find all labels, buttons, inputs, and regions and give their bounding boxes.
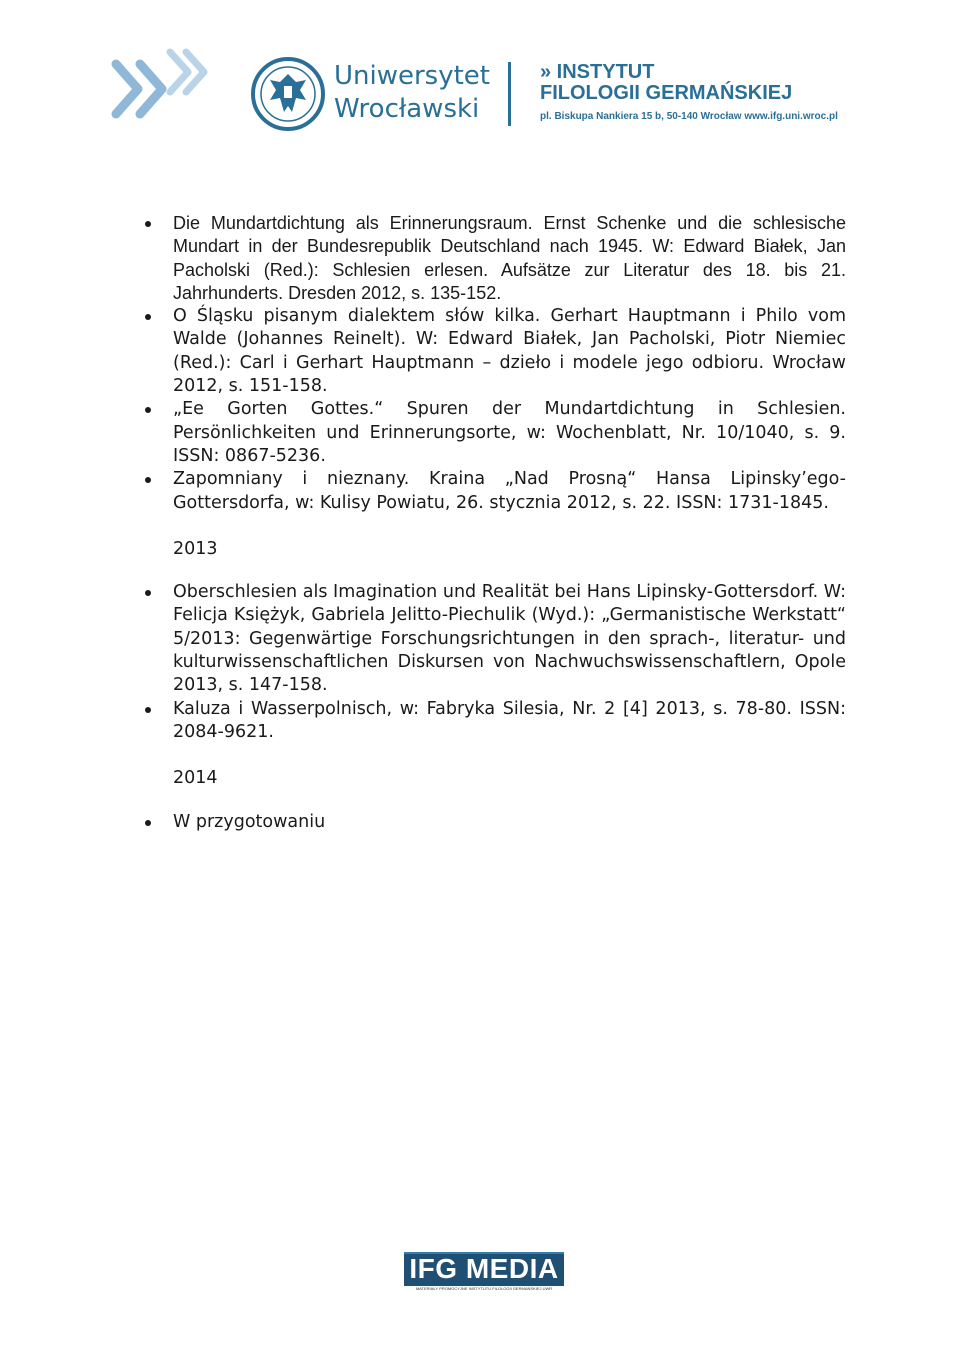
header-divider	[508, 62, 511, 126]
chevrons-logo-icon	[108, 44, 208, 134]
page-header	[0, 0, 960, 170]
university-name	[334, 60, 490, 126]
ifg-media-logo	[404, 1252, 564, 1292]
publication-list	[140, 212, 846, 834]
ifg-media-logo-subtext: MATERIAŁY PROMOCYJNE INSTYTUTU FILOLOGII GERMAŃSKIEJ UWR	[415, 1286, 553, 1291]
list-item: W przygotowaniu	[140, 811, 846, 834]
list-2013	[140, 581, 846, 744]
institute-name-line2: FILOLOGII GERMAŃSKIEJ	[540, 82, 793, 104]
list-2012	[140, 212, 846, 515]
institute-name-line1: » INSTYTUT	[540, 61, 655, 83]
university-name-line1: Uniwersytet	[334, 61, 490, 91]
list-item: Zapomniany i nieznany. Kraina „Nad Prosną“ Hansa Lipinsky’ego-Gottersdorfa, w: Kulisy Powiatu, 26. stycznia 2012, s. 22. ISSN: 1731-1845.	[140, 468, 846, 515]
list-2014	[140, 811, 846, 834]
year-heading-2014: 2014	[173, 768, 218, 789]
list-item: Kaluza i Wasserpolnisch, w: Fabryka Silesia, Nr. 2 [4] 2013, s. 78-80. ISSN: 2084-9621.	[140, 698, 846, 745]
list-item: Die Mundartdichtung als Erinnerungsraum. Ernst Schenke und die schlesische Mundart in der Bundesrepublik Deutschland nach 1945. W: Edward Białek, Jan Pacholski (Red.): Schlesien erlesen. Aufsätze zur Literatur des 18. bis 21. Jahrhunderts. Dresden 2012, s. 135-152.	[140, 212, 846, 305]
year-heading-2013: 2013	[173, 538, 218, 559]
list-item: „Ee Gorten Gottes.“ Spuren der Mundartdichtung in Schlesien. Persönlichkeiten und Erinnerungsorte, w: Wochenblatt, Nr. 10/1040, s. 9. ISSN: 0867-5236.	[140, 398, 846, 468]
institute-address: pl. Biskupa Nankiera 15 b, 50-140 Wrocław www.ifg.uni.wroc.pl	[540, 111, 838, 122]
institute-name	[540, 62, 838, 124]
list-item: Oberschlesien als Imagination und Realität bei Hans Lipinsky-Gottersdorf. W: Felicja Księżyk, Gabriela Jelitto-Piechulik (Wyd.): „Germanistische Werkstatt“ 5/2013: Gegenwärtige Forschungsrichtungen in den sprach-, literatur- und kulturwissenschaftlichen Diskursen von Nachwuchswissenschaftlern, Opole 2013, s. 147-158.	[140, 581, 846, 697]
university-seal-icon	[250, 56, 326, 132]
university-name-line2: Wrocławski	[334, 94, 480, 124]
ifg-media-logo-text: IFG MEDIA	[409, 1253, 559, 1284]
list-item: O Śląsku pisanym dialektem słów kilka. Gerhart Hauptmann i Philo vom Walde (Johannes Reinelt). W: Edward Białek, Jan Pacholski, Piotr Niemiec (Red.): Carl i Gerhart Hauptmann – dzieło i modele jego odbioru. Wrocław 2012, s. 151-158.	[140, 305, 846, 398]
